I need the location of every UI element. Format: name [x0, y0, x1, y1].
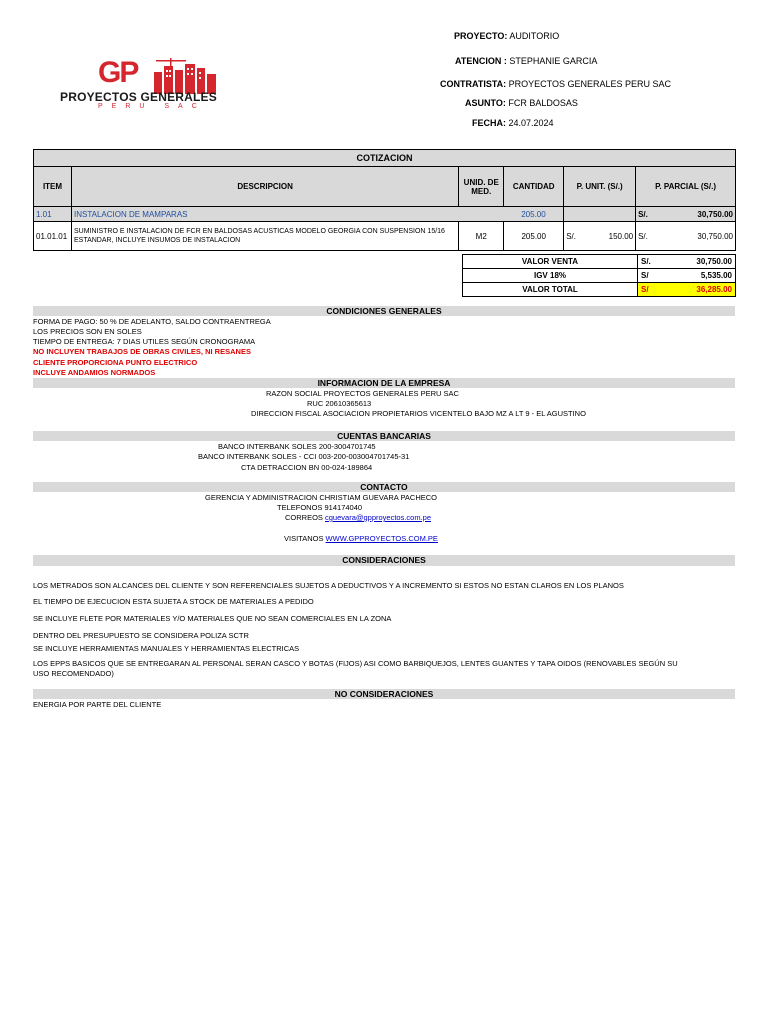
row-desc: SUMINISTRO E INSTALACION DE FCR EN BALDOSAS ACUSTICAS MODELO GEORGIA CON SUSPENSION 15/16 ESTANDAR, INCLUYE INSUMOS DE INSTALACION [71, 222, 458, 251]
igv-label: IGV 18% [463, 269, 638, 283]
logo-sub: PERU SAC [98, 103, 206, 110]
proyecto-label: PROYECTO: [454, 31, 508, 41]
total-cur: S/ [641, 285, 649, 294]
correos-label: CORREOS [285, 513, 323, 522]
contratista-value: PROYECTOS GENERALES PERU SAC [508, 79, 672, 89]
total-value: 36,285.00 [696, 285, 732, 294]
cuenta-line: CTA DETRACCION BN 00-024-189864 [241, 463, 373, 472]
condiciones-title: CONDICIONES GENERALES [33, 306, 735, 316]
condicion-red-line: NO INCLUYEN TRABAJOS DE OBRAS CIVILES, NI RESANES [33, 347, 251, 356]
consideracion-line: EL TIEMPO DE EJECUCION ESTA SUJETA A STOCK DE MATERIALES A PEDIDO [33, 597, 314, 606]
igv-cur: S/ [641, 271, 649, 280]
proyecto-value: AUDITORIO [509, 31, 560, 41]
condicion-line: LOS PRECIOS SON EN SOLES [33, 327, 142, 336]
contacto-title: CONTACTO [33, 482, 735, 492]
table-row [34, 222, 736, 251]
condicion-line: TIEMPO DE ENTREGA: 7 DIAS UTILES SEGÚN CRONOGRAMA [33, 337, 256, 346]
no-consideracion-line: ENERGIA POR PARTE DEL CLIENTE [33, 700, 162, 709]
totals-table [462, 254, 736, 297]
group-item: 1.01 [34, 207, 72, 222]
quote-table [33, 149, 736, 251]
visitanos-label: VISITANOS [284, 534, 324, 543]
empresa-razon: RAZON SOCIAL PROYECTOS GENERALES PERU SAC [266, 389, 459, 398]
fecha-label: FECHA: [472, 118, 506, 128]
col-punit: P. UNIT. (S/.) [564, 167, 636, 207]
col-cant: CANTIDAD [504, 167, 564, 207]
col-desc: DESCRIPCION [71, 167, 458, 207]
row-punit: 150.00 [608, 231, 634, 241]
row-unid: M2 [459, 222, 504, 251]
asunto-label: ASUNTO: [465, 98, 506, 108]
atencion-line [455, 56, 597, 66]
col-ppar: P. PARCIAL (S/.) [636, 167, 736, 207]
contacto-gerencia: GERENCIA Y ADMINISTRACION CHRISTIAM GUEVARA PACHECO [205, 493, 437, 502]
no-consideraciones-title: NO CONSIDERACIONES [33, 689, 735, 699]
contacto-web [284, 534, 438, 543]
fecha-line [472, 118, 554, 128]
row-ppar-cell [636, 222, 736, 251]
contratista-line [440, 79, 671, 89]
group-desc: INSTALACION DE MAMPARAS [71, 207, 503, 222]
consideracion-line: LOS EPPS BASICOS QUE SE ENTREGARAN AL PERSONAL SERAN CASCO Y BOTAS (FIJOS) ASI COMO BARBIQUEJOS, LENTES GUANTES Y TAPA OIDOS (RENOVABLES SEGÚN SU [33, 659, 678, 668]
row-punit-cell [564, 222, 636, 251]
consideracion-line: DENTRO DEL PRESUPUESTO SE CONSIDERA POLIZA SCTR [33, 631, 249, 640]
condicion-red-line: CLIENTE PROPORCIONA PUNTO ELECTRICO [33, 358, 198, 367]
atencion-value: STEPHANIE GARCIA [509, 56, 598, 66]
contratista-label: CONTRATISTA: [440, 79, 507, 89]
igv-value: 5,535.00 [700, 271, 732, 280]
venta-value: 30,750.00 [696, 257, 732, 266]
group-ppar: 30,750.00 [697, 209, 733, 219]
consideracion-line: SE INCLUYE FLETE POR MATERIALES Y/O MATERIALES QUE NO SEAN COMERCIALES EN LA ZONA [33, 614, 392, 623]
col-unid: UNID. DE MED. [459, 167, 504, 207]
cuentas-title: CUENTAS BANCARIAS [33, 431, 735, 441]
asunto-line [465, 98, 578, 108]
fecha-value: 24.07.2024 [508, 118, 554, 128]
skyline-icon [148, 58, 258, 94]
logo-mark: GP [98, 56, 138, 89]
consideracion-line: USO RECOMENDADO) [33, 669, 114, 678]
cuenta-line: BANCO INTERBANK SOLES - CCI 003-200-003004701745-31 [198, 452, 410, 461]
quote-title: COTIZACION [34, 150, 736, 167]
row-ppar: 30,750.00 [697, 231, 733, 241]
company-logo [58, 54, 258, 118]
cuenta-line: BANCO INTERBANK SOLES 200-3004701745 [218, 442, 376, 451]
contacto-correos [285, 513, 431, 522]
group-cur: S/. [638, 209, 648, 219]
atencion-label: ATENCION : [455, 56, 507, 66]
venta-label: VALOR VENTA [463, 255, 638, 269]
logo-name: PROYECTOS GENERALES [60, 90, 217, 104]
proyecto-line [454, 31, 559, 41]
consideracion-line: SE INCLUYE HERRAMIENTAS MANUALES Y HERRAMIENTAS ELECTRICAS [33, 644, 300, 653]
group-ppar-cell [636, 207, 736, 222]
row-item: 01.01.01 [34, 222, 72, 251]
consideraciones-title: CONSIDERACIONES [33, 555, 735, 566]
row-cur1: S/. [566, 231, 576, 241]
row-cur2: S/. [638, 231, 648, 241]
empresa-title: INFORMACION DE LA EMPRESA [33, 378, 735, 388]
email-link[interactable]: cguevara@gpproyectos.com.pe [325, 513, 432, 522]
col-item: ITEM [34, 167, 72, 207]
group-cant: 205.00 [504, 207, 564, 222]
empresa-direccion: DIRECCION FISCAL ASOCIACION PROPIETARIOS VICENTELO BAJO MZ A LT 9 - EL AGUSTINO [251, 409, 586, 418]
condicion-line: FORMA DE PAGO: 50 % DE ADELANTO, SALDO CONTRAENTREGA [33, 317, 271, 326]
total-label: VALOR TOTAL [463, 283, 638, 297]
venta-cur: S/. [641, 257, 651, 266]
row-cant: 205.00 [504, 222, 564, 251]
website-link[interactable]: WWW.GPPROYECTOS.COM.PE [325, 534, 438, 543]
asunto-value: FCR BALDOSAS [508, 98, 578, 108]
group-row [34, 207, 736, 222]
empresa-ruc: RUC 20610365613 [307, 399, 372, 408]
consideracion-line: LOS METRADOS SON ALCANCES DEL CLIENTE Y SON REFERENCIALES SUJETOS A DEDUCTIVOS Y A INCREMENTO SI ESTOS NO ESTAN CLAROS EN LOS PLANOS [33, 581, 624, 590]
contacto-telefonos: TELEFONOS 914174040 [277, 503, 363, 512]
condicion-red-line: INCLUYE ANDAMIOS NORMADOS [33, 368, 156, 377]
